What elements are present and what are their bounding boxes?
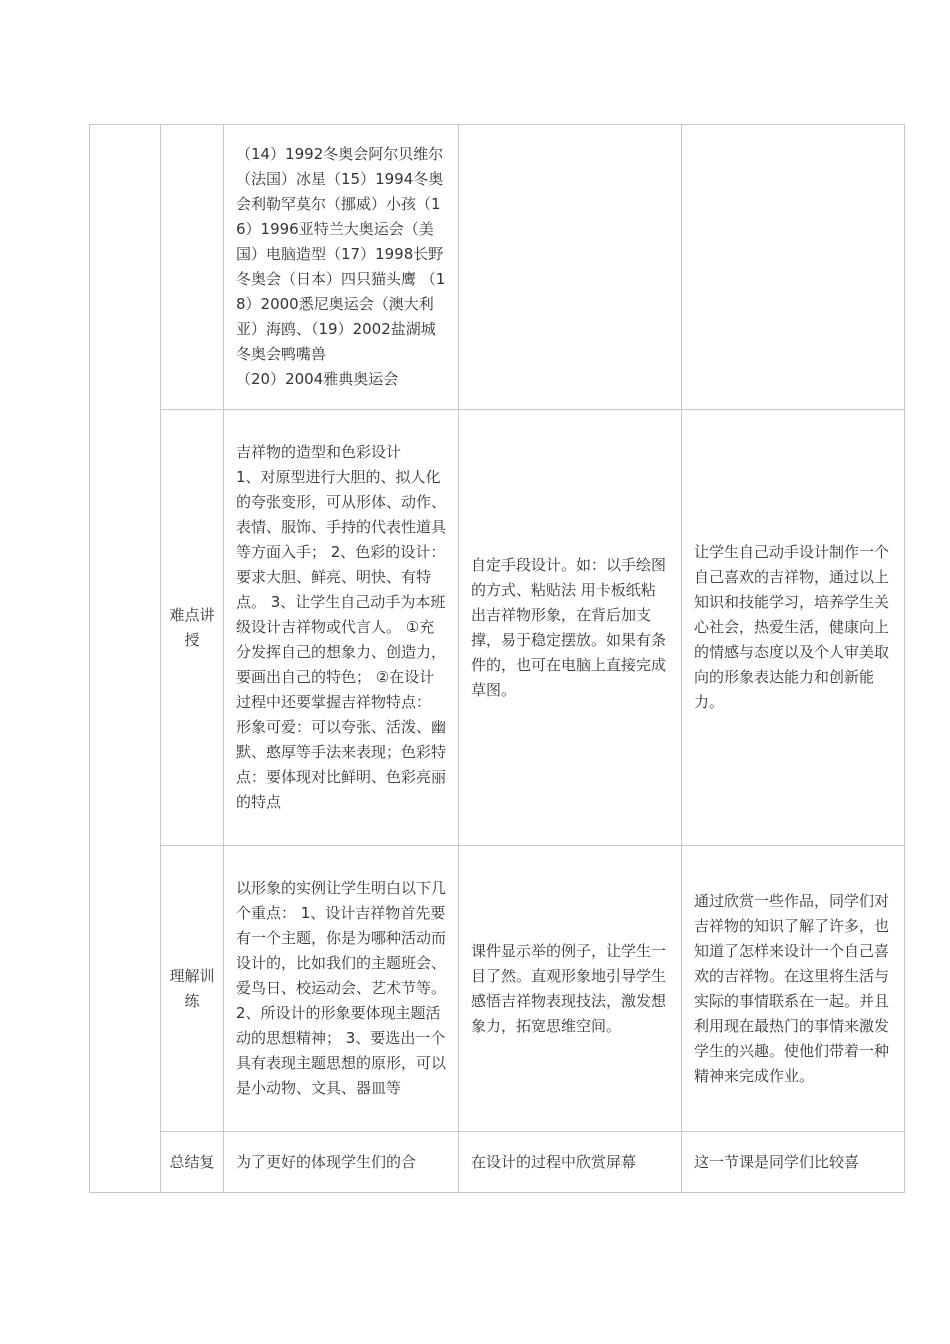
content-text: 以形象的实例让学生明白以下几个重点： 1、设计吉祥物首先要有一个主题，你是为哪种活动而设计的，比如我们的主题班会、爱鸟日、校运动会、艺术节等。 2、所设计的形象要体现主题活动的思想精神； 3、要选出一个具有表现主题思想的原形，可以是小动物、文具、器皿等 <box>236 879 447 1097</box>
purpose-cell <box>682 846 905 1132</box>
lesson-plan-table <box>89 124 905 1193</box>
table-row <box>90 125 905 410</box>
purpose-cell <box>682 1132 905 1193</box>
row-label-cell <box>161 846 224 1132</box>
content-cell <box>224 846 459 1132</box>
student-activity-text: 自定手段设计。如：以手绘图的方式、粘贴法 用卡板纸粘出吉祥物形象，在背后加支撑，易于稳定摆放。如果有条件的，也可在电脑上直接完成草图。 <box>471 555 667 699</box>
content-cell <box>224 410 459 846</box>
student-activity-cell <box>459 1132 682 1193</box>
purpose-cell <box>682 125 905 410</box>
row-label: 难点讲 授 <box>169 605 215 649</box>
purpose-text: 让学生自己动手设计制作一个自己喜欢的吉祥物，通过以上知识和技能学习，培养学生关心社会，热爱生活，健康向上的情感与态度以及个人审美取向的形象表达能力和创新能力。 <box>694 543 890 711</box>
content-text: （14）1992冬奥会阿尔贝维尔（法国）冰星（15）1994冬奥会利勒罕莫尔（挪威）小孩（16）1996亚特兰大奥运会（美国）电脑造型（17）1998长野冬奥会（日本）四只猫头鹰 （18）2000悉尼奥运会（澳大利亚）海鸥、（19）2002盐湖城冬奥会鸭嘴兽 （20）2004雅典奥运会 <box>236 145 446 388</box>
content-text: 吉祥物的造型和色彩设计 1、对原型进行大胆的、拟人化的夸张变形，可从形体、动作、表情、服饰、手持的代表性道具等方面入手； 2、色彩的设计：要求大胆、鲜亮、明快、有特点。 3、让学生自己动手为本班级设计吉祥物或代言人。 ①充分发挥自己的想象力、创造力，要画出自己的特色； ②在设计过程中还要掌握吉祥物特点： 形象可爱：可以夸张、活泼、幽默、憨厚等手法来表现；色彩特点：要体现对比鲜明、色彩亮丽的特点 <box>236 443 447 811</box>
student-activity-cell <box>459 846 682 1132</box>
row-label: 总结复 <box>169 1152 215 1171</box>
content-text: 为了更好的体现学生们的合 <box>236 1152 417 1171</box>
table-row <box>90 846 905 1132</box>
student-activity-cell <box>459 410 682 846</box>
student-activity-cell <box>459 125 682 410</box>
purpose-text: 这一节课是同学们比较喜 <box>694 1152 860 1171</box>
purpose-cell <box>682 410 905 846</box>
student-activity-text: 课件显示举的例子，让学生一目了然。直观形象地引导学生感悟吉祥物表现技法，激发想象力，拓宽思维空间。 <box>471 941 667 1035</box>
table-row <box>90 410 905 846</box>
row-label: 理解训 练 <box>169 966 215 1010</box>
table-row <box>90 1132 905 1193</box>
content-cell <box>224 125 459 410</box>
student-activity-text: 在设计的过程中欣赏屏幕 <box>471 1152 637 1171</box>
row-label-cell <box>161 1132 224 1193</box>
row-label-cell <box>161 125 224 410</box>
stage-column-cell <box>90 125 161 1193</box>
row-label-cell <box>161 410 224 846</box>
content-cell <box>224 1132 459 1193</box>
purpose-text: 通过欣赏一些作品，同学们对吉祥物的知识了解了许多，也知道了怎样来设计一个自己喜欢的吉祥物。在这里将生活与实际的事情联系在一起。并且利用现在最热门的事情来激发学生的兴趣。使他们带着一种精神来完成作业。 <box>694 891 890 1085</box>
